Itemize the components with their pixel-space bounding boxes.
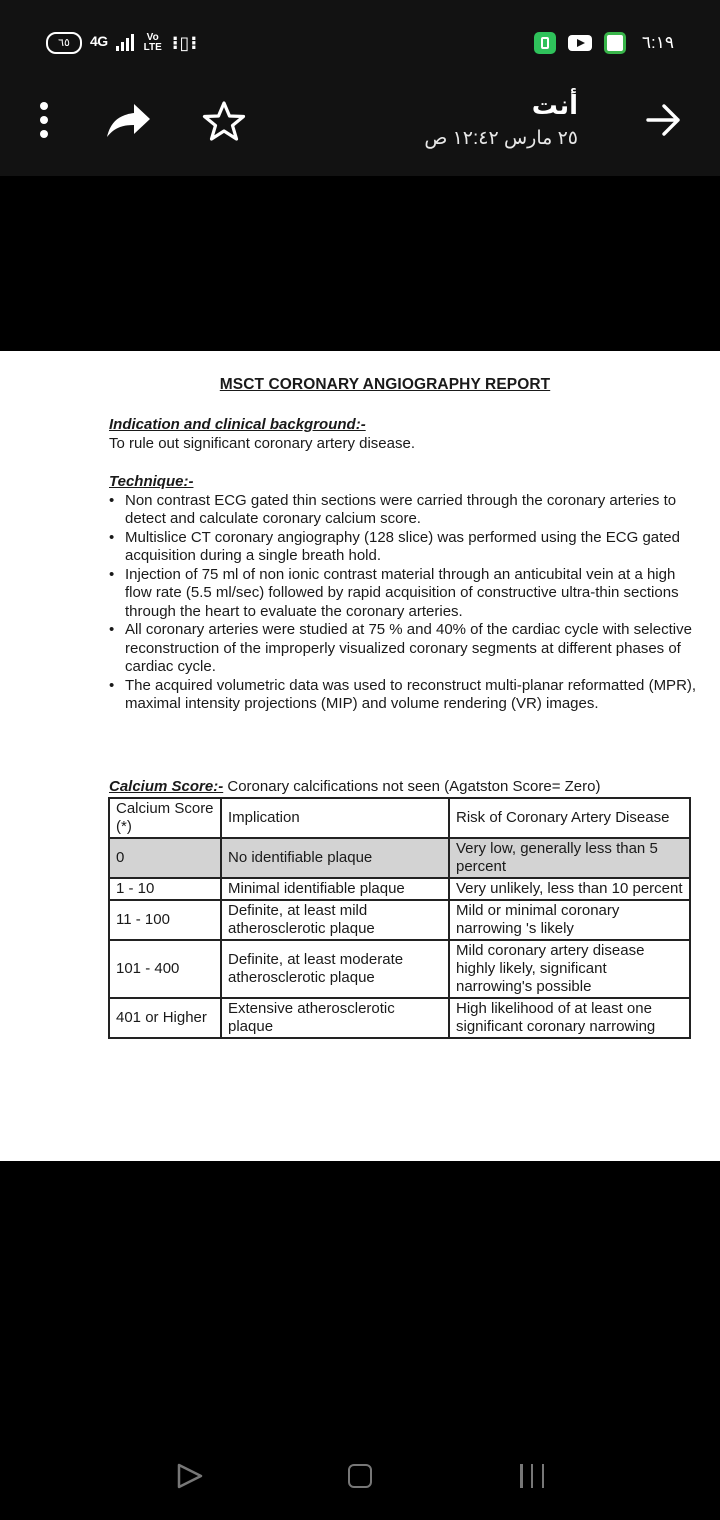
table-cell: Very unlikely, less than 10 percent [449, 878, 690, 900]
recents-lines-icon[interactable] [520, 1464, 544, 1488]
star-icon[interactable] [202, 100, 246, 142]
sender-name: أنت [531, 90, 578, 120]
table-header-cell: Implication [221, 798, 449, 838]
message-timestamp: ٢٥ مارس ١٢:٤٢ ص [424, 128, 578, 149]
arrow-forward-icon[interactable] [644, 102, 684, 138]
technique-heading: Technique:- [109, 473, 194, 490]
table-cell: 0 [109, 838, 221, 878]
technique-list [109, 492, 699, 714]
status-left-group [46, 32, 198, 54]
report-image[interactable] [0, 351, 720, 1161]
network-type: 4G [90, 33, 108, 49]
share-icon[interactable] [104, 100, 152, 140]
technique-section [109, 473, 699, 714]
indication-section [109, 416, 699, 453]
battery-icon [46, 32, 82, 54]
system-nav-bar [0, 1430, 720, 1520]
status-clock: ٦:١٩ [641, 33, 674, 52]
vibrate-icon: ⁝▯⁝ [171, 32, 199, 53]
table-cell: No identifiable plaque [221, 838, 449, 878]
table-cell: Minimal identifiable plaque [221, 878, 449, 900]
table-row [109, 998, 690, 1038]
back-triangle-icon[interactable] [176, 1462, 204, 1490]
report-title: MSCT CORONARY ANGIOGRAPHY REPORT [219, 376, 551, 393]
battery-level: ٦٥ [58, 37, 70, 49]
status-bar [0, 0, 720, 88]
message-header [424, 88, 578, 154]
table-header-cell: Risk of Coronary Artery Disease [449, 798, 690, 838]
table-header-row [109, 798, 690, 838]
home-square-icon[interactable] [348, 1464, 372, 1488]
signal-icon [116, 35, 134, 51]
more-vert-icon[interactable] [32, 102, 56, 138]
table-cell: 11 - 100 [109, 900, 221, 940]
table-cell: Mild or minimal coronary narrowing 's likely [449, 900, 690, 940]
table-row [109, 940, 690, 998]
volte-indicator: Vo LTE [143, 32, 162, 53]
technique-item: • The acquired volumetric data was used to reconstruct multi-planar reformatted (MPR), maximal intensity projections (MIP) and volume rendering (VR) images. [109, 677, 699, 714]
table-row [109, 878, 690, 900]
youtube-icon [568, 35, 592, 51]
table-header-cell: Calcium Score (*) [109, 798, 221, 838]
calcium-score-heading: Calcium Score:- [109, 778, 224, 795]
table-row [109, 900, 690, 940]
table-cell: 401 or Higher [109, 998, 221, 1038]
table-cell: Definite, at least mild atherosclerotic plaque [221, 900, 449, 940]
gallery-icon [604, 32, 626, 54]
indication-text: To rule out significant coronary artery disease. [109, 434, 415, 452]
status-right-group [534, 32, 674, 54]
table-row [109, 838, 690, 878]
technique-item: • All coronary arteries were studied at 75 % and 40% of the cardiac cycle with selective reconstruction of the improperly visualized coronary segments at different phases of cardiac cycle. [109, 621, 699, 677]
technique-item: • Multislice CT coronary angiography (128 slice) was performed using the ECG gated acquisition during a single breath hold. [109, 529, 699, 566]
table-cell: High likelihood of at least one significant coronary narrowing [449, 998, 690, 1038]
table-cell: Very low, generally less than 5 percent [449, 838, 690, 878]
indication-heading: Indication and clinical background:- [109, 416, 366, 433]
technique-item: • Non contrast ECG gated thin sections were carried through the coronary arteries to detect and calculate coronary calcium score. [109, 492, 699, 529]
calcium-score-table [108, 797, 691, 1039]
technique-item: • Injection of 75 ml of non ionic contrast material through an anticubital vein at a high flow rate (5.5 ml/sec) followed by rapid acquisition of constructive ultra-thin sections through the heart to evaluate the coronary arteries. [109, 566, 699, 622]
table-cell: Mild coronary artery disease highly likely, significant narrowing's possible [449, 940, 690, 998]
notification-app-icon [534, 32, 556, 54]
table-cell: Extensive atherosclerotic plaque [221, 998, 449, 1038]
calcium-score-line [109, 778, 600, 796]
table-cell: 101 - 400 [109, 940, 221, 998]
table-cell: 1 - 10 [109, 878, 221, 900]
calcium-score-text: Coronary calcifications not seen (Agatston Score= Zero) [227, 778, 601, 795]
table-cell: Definite, at least moderate atherosclerotic plaque [221, 940, 449, 998]
app-bar [0, 88, 720, 176]
